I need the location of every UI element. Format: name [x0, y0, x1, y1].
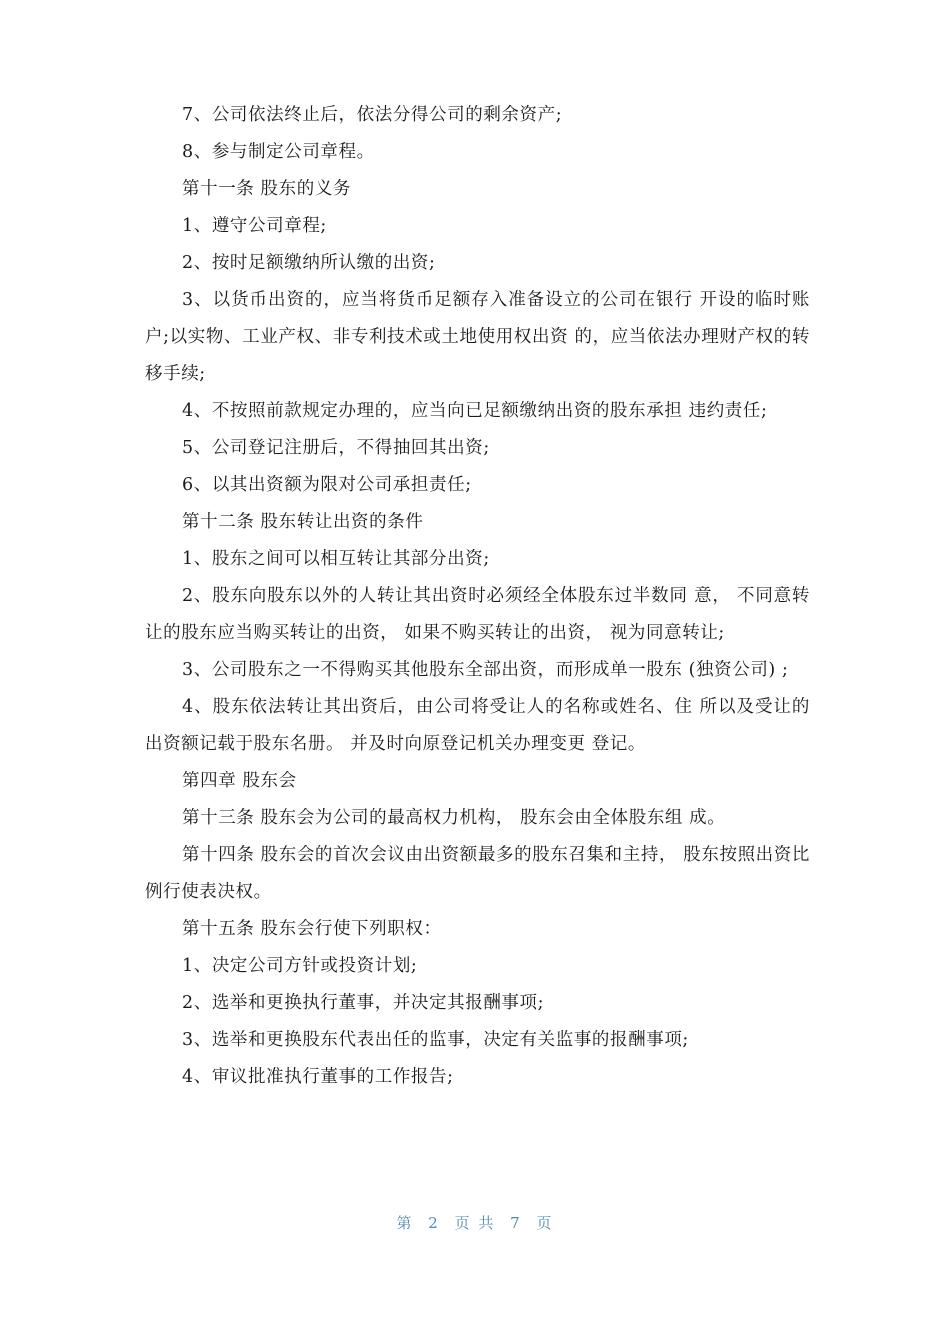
- paragraph-22: 4、审议批准执行董事的工作报告;: [182, 1067, 454, 1087]
- paragraph-8: 5、公司登记注册后，不得抽回其出资;: [182, 438, 490, 458]
- paragraph-14: 4、股东依法转让其出资后，由公司将受让人的名称或姓名、住 所以及受让的出资额记载于股东名册。 并及时向原登记机关办理变更 登记。: [145, 697, 810, 754]
- paragraph-7: 4、不按照前款规定办理的，应当向已足额缴纳出资的股东承担 违约责任;: [182, 401, 768, 421]
- article-13: 第十三条 股东会为公司的最高权力机构， 股东会由全体股东组 成。: [182, 808, 726, 828]
- footer-prefix: 第: [396, 1214, 414, 1232]
- page-footer: [0, 1212, 950, 1233]
- paragraph-2: 8、参与制定公司章程。: [182, 142, 375, 162]
- article-15-heading: 第十五条 股东会行使下列职权：: [182, 919, 442, 939]
- paragraph-11: 1、股东之间可以相互转让其部分出资;: [182, 549, 490, 569]
- footer-suffix: 页: [536, 1214, 554, 1232]
- current-page-number: 2: [428, 1214, 440, 1232]
- paragraph-5: 2、按时足额缴纳所认缴的出资;: [182, 253, 436, 273]
- total-pages-number: 7: [510, 1214, 522, 1232]
- article-14: 第十四条 股东会的首次会议由出资额最多的股东召集和主持， 股东按照出资比例行使表决权。: [145, 845, 810, 902]
- paragraph-1: 7、公司依法终止后，依法分得公司的剩余资产;: [182, 105, 563, 125]
- paragraph-6: 3、以货币出资的，应当将货币足额存入准备设立的公司在银行 开设的临时账户;以实物、工业产权、非专利技术或土地使用权出资 的，应当依法办理财产权的转移手续;: [145, 290, 810, 384]
- footer-middle: 页 共: [454, 1214, 496, 1232]
- article-11-heading: 第十一条 股东的义务: [182, 179, 352, 199]
- paragraph-20: 2、选举和更换执行董事，并决定其报酬事项;: [182, 993, 545, 1013]
- paragraph-12: 2、股东向股东以外的人转让其出资时必须经全体股东过半数同 意， 不同意转让的股东应当购买转让的出资， 如果不购买转让的出资， 视为同意转让;: [145, 586, 810, 643]
- paragraph-19: 1、决定公司方针或投资计划;: [182, 956, 418, 976]
- paragraph-9: 6、以其出资额为限对公司承担责任;: [182, 475, 472, 495]
- paragraph-13: 3、公司股东之一不得购买其他股东全部出资，而形成单一股东 (独资公司) ;: [182, 660, 789, 680]
- document-body: [145, 97, 810, 1096]
- paragraph-21: 3、选举和更换股东代表出任的监事，决定有关监事的报酬事项;: [182, 1030, 689, 1050]
- article-12-heading: 第十二条 股东转让出资的条件: [182, 512, 424, 532]
- chapter-4-heading: 第四章 股东会: [182, 771, 297, 791]
- paragraph-4: 1、遵守公司章程;: [182, 216, 327, 236]
